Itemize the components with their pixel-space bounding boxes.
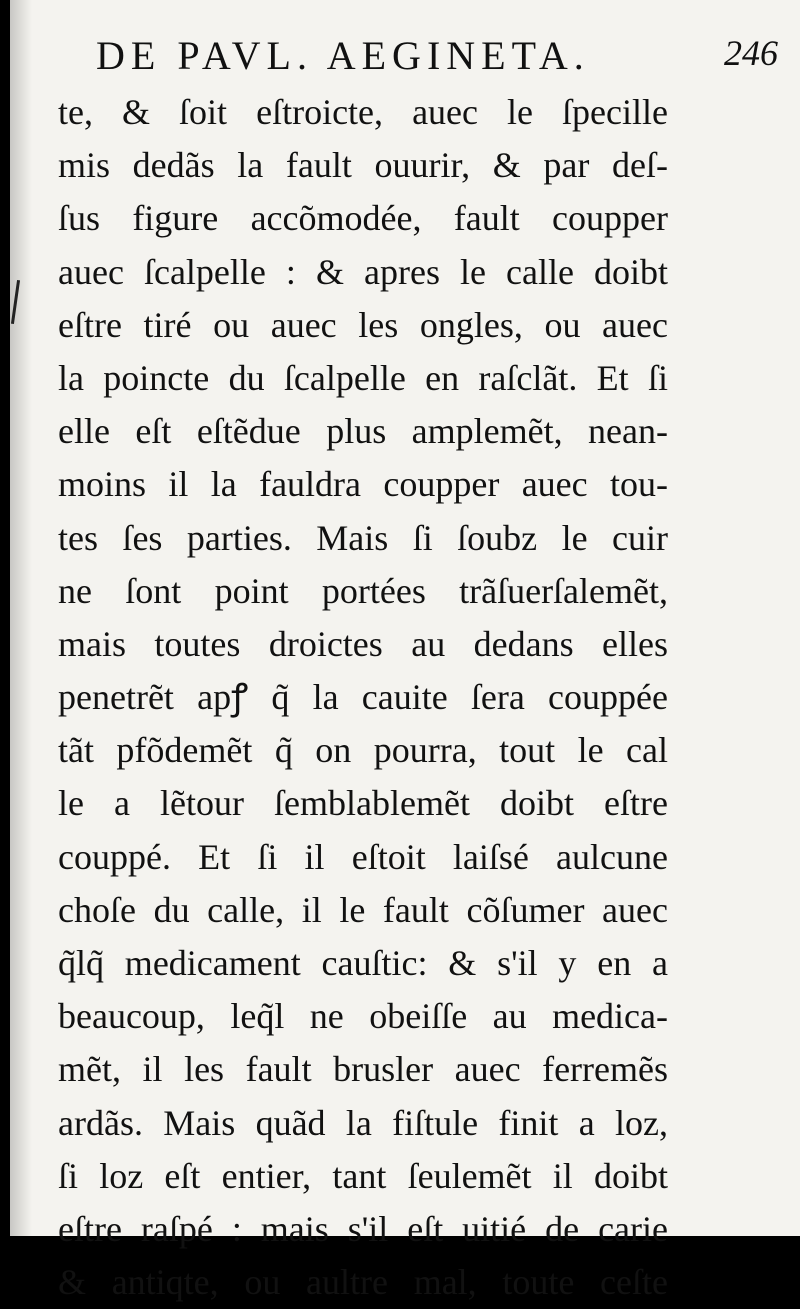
text-line: la poincte du ſcalpelle en raſclãt. Et ſi bbox=[58, 357, 668, 398]
text-line: ſi loz eſt entier, tant ſeulemẽt il doibt bbox=[58, 1155, 668, 1196]
text-line: eſtre raſpé : mais s'il eſt uitié de carie bbox=[58, 1208, 668, 1249]
text-line: ſus figure accõmodée, fault coupper bbox=[58, 198, 668, 239]
running-head bbox=[88, 22, 778, 82]
page-number: 246 bbox=[724, 33, 778, 73]
text-line: moins il la fauldra coupper auec tou- bbox=[58, 464, 668, 505]
text-line: eſtre tiré ou auec les ongles, ou auec bbox=[58, 304, 668, 345]
text-line: couppé. Et ſi il eſtoit laiſsé aulcune bbox=[58, 836, 668, 877]
running-title: DE PAVL. AEGINETA. bbox=[96, 33, 590, 78]
book-page bbox=[10, 0, 800, 1303]
text-line: le a lẽtour ſemblablemẽt doibt eſtre bbox=[58, 783, 668, 824]
text-line: ardãs. Mais quãd la fiſtule finit a loz, bbox=[58, 1102, 668, 1143]
text-line: beaucoup, leq̃l ne obeiſſe au medica- bbox=[58, 996, 668, 1037]
text-line: tes ſes parties. Mais ſi ſoubz le cuir bbox=[58, 517, 668, 558]
text-line: mais toutes droictes au dedans elles bbox=[58, 623, 668, 664]
text-line: q̃lq̃ medicament cauſtic: & s'il y en a bbox=[58, 943, 668, 983]
text-line: ne ſont point portées trãſuerſalemẽt, bbox=[58, 570, 668, 611]
text-line: elle eſt eſtẽdue plus amplemẽt, nean- bbox=[58, 411, 668, 452]
body-text bbox=[58, 86, 668, 1309]
text-line: auec ſcalpelle : & apres le calle doibt bbox=[58, 251, 668, 292]
text-line: mẽt, il les fault brusler auec ferremẽs bbox=[58, 1049, 668, 1090]
text-line: te, & ſoit eſtroicte, auec le ſpecille bbox=[58, 92, 668, 132]
text-line: penetrẽt apꝭ q̃ la cauite ſera couppée bbox=[58, 677, 668, 718]
text-line: mis dedãs la fault ouurir, & par deſ- bbox=[58, 145, 668, 186]
text-line: & antiqte, ou aultre mal, toute ceſte bbox=[58, 1262, 668, 1303]
text-line: choſe du calle, il le fault cõſumer auec bbox=[58, 889, 668, 930]
text-line: tãt pfõdemẽt q̃ on pourra, tout le cal bbox=[58, 730, 668, 771]
page-gutter-shadow bbox=[10, 0, 32, 1236]
